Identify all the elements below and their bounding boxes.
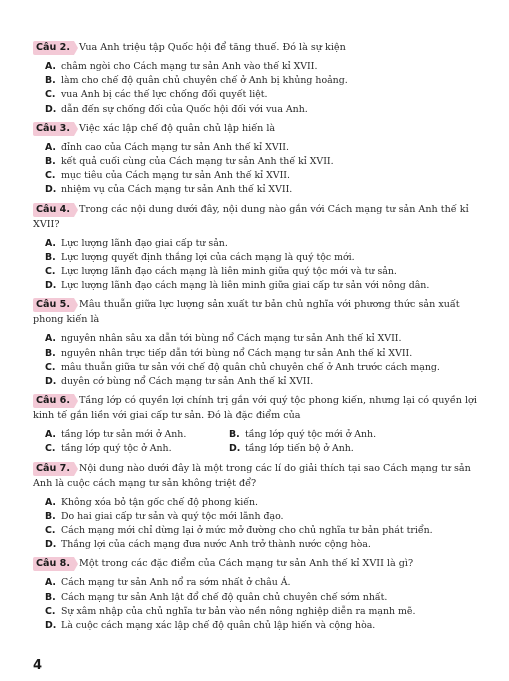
question-text: Nội dung nào dưới đây là một trong các lí do giải thích tại sao Cách mạng tư sản Anh là cuộc cách mạng tư sản không triệt để? [33,462,471,489]
answer-option-d[interactable] [45,538,483,552]
option-letter: C. [45,443,56,455]
option-letter: A. [45,577,56,589]
option-letter: A. [45,333,56,345]
question-text: Vua Anh triệu tập Quốc hội để tăng thuế. Đó là sự kiện [79,42,346,53]
answer-option-c[interactable] [45,605,483,619]
answer-option-b[interactable] [45,155,483,169]
option-text: tầng lớp tiến bộ ở Anh. [245,443,354,455]
option-letter: B. [45,75,56,87]
answer-option-a[interactable] [45,60,483,74]
option-text: tầng lớp quý tộc mới ở Anh. [245,429,377,441]
option-text: tầng lớp quý tộc ở Anh. [61,443,172,455]
question-stem [33,297,483,327]
option-letter: A. [45,237,56,249]
question-number-badge: Câu 6. [33,394,74,408]
option-letter: C. [45,525,56,537]
option-text: kết quả cuối cùng của Cách mạng tư sản Anh thế kỉ XVII. [61,156,334,168]
option-text: mục tiêu của Cách mạng tư sản Anh thế kỉ XVII. [61,170,290,182]
answer-option-b[interactable] [45,591,483,605]
answer-option-d[interactable] [45,619,483,633]
answer-option-a[interactable] [45,141,483,155]
option-text: Lực lượng lãnh đạo cách mạng là liên minh giữa giai cấp tư sản với nông dân. [61,280,430,292]
answer-option-b[interactable] [45,74,483,88]
question-number-badge: Câu 2. [33,41,74,55]
answer-option-c[interactable] [45,361,483,375]
question-3 [33,121,483,198]
answer-option-a[interactable] [45,428,229,442]
option-letter: C. [45,605,56,617]
question-5 [33,297,483,389]
option-text: làm cho chế độ quân chủ chuyên chế ở Anh bị khủng hoảng. [61,75,348,87]
option-letter: D. [45,539,57,551]
option-text: Cách mạng tư sản Anh lật đổ chế độ quân chủ chuyên chế sớm nhất. [61,591,388,603]
option-text: Cách mạng mới chỉ dừng lại ở mức mở đường cho chủ nghĩa tư bản phát triển. [61,525,433,537]
option-text: Thắng lợi của cách mạng đưa nước Anh trở thành nước cộng hòa. [61,539,371,551]
answer-option-d[interactable] [45,279,483,293]
option-text: tầng lớp tư sản mới ở Anh. [61,429,187,441]
option-letter: B. [45,251,56,263]
question-text: Tầng lớp có quyền lợi chính trị gắn với quý tộc phong kiến, nhưng lại có quyền lợi kinh tế gắn liền với giai cấp tư sản. Đó là đặc điểm của [33,395,477,422]
option-text: dẫn đến sự chống đối của Quốc hội đối với vua Anh. [61,103,308,115]
question-8 [33,556,483,633]
option-text: mâu thuẫn giữa tư sản với chế độ quân chủ chuyên chế ở Anh trước cách mạng. [61,361,440,373]
option-text: Do hai giai cấp tư sản và quý tộc mới lãnh đạo. [61,510,284,522]
option-letter: C. [45,266,56,278]
answer-option-a[interactable] [45,496,483,510]
question-number-badge: Câu 8. [33,557,74,571]
answer-option-a[interactable] [45,237,483,251]
question-text: Một trong các đặc điểm của Cách mạng tư sản Anh thế kỉ XVII là gì? [79,558,414,570]
option-letter: D. [45,103,57,115]
option-letter: D. [45,184,57,196]
option-letter: B. [45,591,56,603]
answer-option-c[interactable] [45,524,483,538]
option-letter: A. [45,141,56,153]
answer-options [45,496,483,553]
option-letter: B. [45,510,56,522]
option-text: nguyên nhân sâu xa dẫn tới bùng nổ Cách mạng tư sản Anh thế kỉ XVII. [61,333,402,345]
option-text: Lực lượng quyết định thắng lợi của cách mạng là quý tộc mới. [61,251,355,263]
answer-option-c[interactable] [45,265,483,279]
question-stem [33,556,483,571]
question-stem [33,202,483,232]
option-text: đỉnh cao của Cách mạng tư sản Anh thế kỉ XVII. [61,141,289,153]
answer-option-a[interactable] [45,576,483,590]
page-number: 4 [33,658,43,673]
question-stem [33,121,483,136]
option-text: Lực lượng lãnh đạo cách mạng là liên minh giữa quý tộc mới và tư sản. [61,266,397,278]
option-text: Sự xâm nhập của chủ nghĩa tư bản vào nền nông nghiệp diễn ra mạnh mẽ. [61,605,416,617]
option-letter: B. [229,429,240,441]
answer-option-d[interactable] [45,375,483,389]
answer-option-c[interactable] [45,169,483,183]
answer-options [45,237,483,294]
option-letter: D. [45,280,57,292]
answer-option-b[interactable] [45,347,483,361]
option-text: vua Anh bị các thế lực chống đối quyết liệt. [61,89,268,101]
option-letter: C. [45,89,56,101]
question-6 [33,393,483,456]
option-letter: A. [45,429,56,441]
option-text: nhiệm vụ của Cách mạng tư sản Anh thế kỉ XVII. [61,184,293,196]
question-number-badge: Câu 5. [33,298,74,312]
answer-options [45,141,483,198]
answer-options [45,576,483,633]
question-number-badge: Câu 7. [33,462,74,476]
option-letter: D. [229,443,241,455]
question-stem [33,461,483,491]
answer-option-b[interactable] [45,251,483,265]
answer-option-d[interactable] [229,442,429,456]
option-letter: A. [45,61,56,72]
option-text: duyên cớ bùng nổ Cách mạng tư sản Anh thế kỉ XVII. [61,376,314,388]
answer-option-d[interactable] [45,103,483,117]
answer-options [45,60,483,117]
answer-options [45,332,483,389]
option-text: Cách mạng tư sản Anh nổ ra sớm nhất ở châu Á. [61,577,291,589]
option-text: Lực lượng lãnh đạo giai cấp tư sản. [61,237,228,249]
option-letter: B. [45,347,56,359]
question-list [33,40,483,637]
question-stem [33,393,483,423]
option-letter: D. [45,620,57,632]
answer-option-c[interactable] [45,442,229,456]
option-text: Là cuộc cách mạng xác lập chế độ quân chủ lập hiến và cộng hòa. [61,620,376,632]
question-number-badge: Câu 3. [33,122,74,136]
option-letter: C. [45,361,56,373]
question-text: Việc xác lập chế độ quân chủ lập hiến là [79,122,276,134]
question-2 [33,40,483,117]
option-letter: B. [45,156,56,168]
answer-option-c[interactable] [45,88,483,102]
question-text: Mâu thuẫn giữa lực lượng sản xuất tư bản chủ nghĩa với phương thức sản xuất phong kiến là [33,299,460,326]
answer-option-a[interactable] [45,332,483,346]
question-text: Trong các nội dung dưới đây, nội dung nào gắn với Cách mạng tư sản Anh thế kỉ XVII? [33,203,469,230]
option-letter: C. [45,170,56,182]
answer-option-d[interactable] [45,183,483,197]
option-text: nguyên nhân trực tiếp dẫn tới bùng nổ Cách mạng tư sản Anh thế kỉ XVII. [61,347,413,359]
option-letter: A. [45,496,56,508]
answer-options [45,428,483,456]
option-text: châm ngòi cho Cách mạng tư sản Anh vào thế kỉ XVII. [61,61,318,72]
question-4 [33,202,483,294]
option-letter: D. [45,376,57,388]
question-stem [33,40,483,55]
option-text: Không xóa bỏ tận gốc chế độ phong kiến. [61,496,259,508]
answer-option-b[interactable] [229,428,429,442]
question-7 [33,461,483,553]
question-number-badge: Câu 4. [33,203,74,217]
answer-option-b[interactable] [45,510,483,524]
